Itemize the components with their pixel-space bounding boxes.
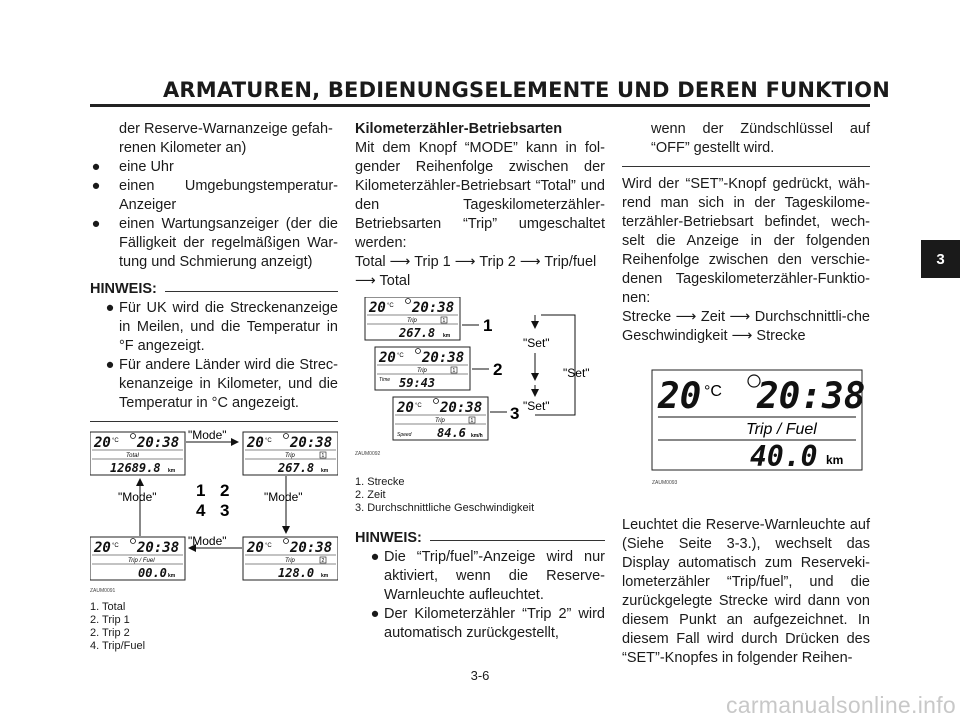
bullet-text: eine Uhr xyxy=(119,159,174,175)
lcd-unit: °C xyxy=(265,438,272,444)
hinweis-text: Die “Trip/fuel”-Anzeige wird nur aktiviert, wenn die Reserve-Warnleuchte aufleuchtet. xyxy=(384,549,605,603)
lcd-value: 84.6 xyxy=(437,426,466,440)
page-number: 3-6 xyxy=(470,668,490,683)
lcd-trip-no: 1 xyxy=(321,453,325,459)
lcd-unit: °C xyxy=(112,438,119,444)
lcd-value: 59:43 xyxy=(399,376,436,390)
callout-number: 2 xyxy=(493,360,503,379)
set-label: "Set" xyxy=(523,336,550,350)
lcd-unit: °C xyxy=(265,543,272,549)
lcd-time: 20:38 xyxy=(757,376,866,417)
lcd-dist: km xyxy=(443,333,451,339)
middle-column xyxy=(355,120,605,643)
lcd-trip-no: 1 xyxy=(442,318,446,324)
lcd-trip-no: 1 xyxy=(452,368,456,374)
lcd-dist: km xyxy=(168,573,176,579)
bullet-item xyxy=(90,215,338,272)
callout-number: 1 xyxy=(196,481,206,500)
lcd-label: Time xyxy=(379,377,391,383)
hinweis-label: HINWEIS: xyxy=(90,281,157,297)
hinweis-rule xyxy=(430,540,605,541)
lcd-trip-no: 1 xyxy=(470,418,474,424)
lcd-time: 20:38 xyxy=(137,435,180,451)
bullet-dot-icon: ● xyxy=(91,178,101,194)
legend-item: 4. Trip/Fuel xyxy=(90,640,146,652)
bullet-item xyxy=(90,158,338,177)
lcd-mode: Trip / Fuel xyxy=(746,421,817,438)
set-label: "Set" xyxy=(563,366,590,380)
bullet-dot-icon: ● xyxy=(370,606,380,622)
lcd-mode: Trip xyxy=(417,368,427,374)
set-label: "Set" xyxy=(523,399,550,413)
trip-fuel-figure xyxy=(622,360,870,500)
sequence-line: ⟶ Total xyxy=(355,273,411,289)
lcd-mode: Trip xyxy=(407,318,417,324)
lcd-time: 20:38 xyxy=(290,540,333,556)
lcd-display-zeit xyxy=(375,347,470,390)
lcd-mode: Trip / Fuel xyxy=(128,558,155,564)
lcd-value: 40.0 xyxy=(750,440,818,473)
lcd-temp: 20 xyxy=(369,300,386,316)
lcd-trip-no: 2 xyxy=(321,558,325,564)
figure-code: ZAUM0092 xyxy=(355,451,381,457)
figure-code: ZAUM0093 xyxy=(652,480,678,486)
continued-text-line-1: der Reserve-Warnanzeige gefah- xyxy=(119,121,333,137)
mode-label: "Mode" xyxy=(188,430,227,442)
legend-item: 2. Trip 1 xyxy=(90,614,130,626)
lcd-mode: Total xyxy=(126,453,139,459)
hinweis-text: Für andere Länder wird die Strec-kenanzeige in Kilometer, und die Temperatur in °C angezeigt. xyxy=(119,357,338,411)
hinweis-item xyxy=(90,299,338,356)
callout-number: 3 xyxy=(220,501,230,520)
lcd-display-strecke xyxy=(365,297,460,340)
legend-item: 3. Durchschnittliche Geschwindigkeit xyxy=(355,502,535,514)
continued-text: wenn der Zündschlüssel auf “OFF” gestellt wird. xyxy=(651,121,870,156)
legend-item: 1. Total xyxy=(90,601,126,613)
paragraph: Mit dem Knopf “MODE” kann in fol-gender Reihenfolge zwischen der Kilometerzähler-Betriebsart “Total” und den Tageskilometerzähler-Betriebsarten “Trip” umgeschaltet werden: xyxy=(355,140,605,251)
lcd-temp: 20 xyxy=(379,350,396,366)
lcd-display-trip2 xyxy=(243,537,338,580)
paragraph: Leuchtet die Reserve-Warnleuchte auf (Siehe Seite 3-3.), wechselt das Display automatisch zum Reserveki-lometerzähler “Trip/fuel”, und die zurückgelegte Strecke wird dann von diesem Punkt an aufgezeichnet. In diesem Fall wird durch Drücken des “SET”-Knopfes in folgender Reihen- xyxy=(622,517,870,666)
callout-number: 2 xyxy=(220,481,230,500)
callout-number: 3 xyxy=(510,404,520,423)
lcd-dist: km xyxy=(826,453,844,467)
lcd-temp: 20 xyxy=(94,540,111,556)
hinweis-label: HINWEIS: xyxy=(355,530,422,546)
lcd-time: 20:38 xyxy=(412,300,455,316)
hinweis-rule xyxy=(165,291,338,292)
lcd-unit: °C xyxy=(704,383,722,400)
lcd-time: 20:38 xyxy=(137,540,180,556)
continued-text-line-2: renen Kilometer an) xyxy=(119,140,247,156)
lcd-display-trip-fuel xyxy=(90,537,185,580)
lcd-value: 267.8 xyxy=(399,326,436,340)
lcd-mode: Trip xyxy=(435,418,445,424)
hinweis-item xyxy=(90,356,338,413)
bullet-dot-icon: ● xyxy=(91,216,101,232)
lcd-unit: °C xyxy=(112,543,119,549)
mode-label: "Mode" xyxy=(264,490,303,504)
lcd-temp: 20 xyxy=(247,435,264,451)
lcd-label: Speed xyxy=(397,432,412,438)
sequence-text: Strecke ⟶ Zeit ⟶ Durchschnittli-che Geschwindigkeit ⟶ Strecke xyxy=(622,309,870,344)
callout-number: 4 xyxy=(196,501,206,520)
figure-legend xyxy=(90,601,338,653)
bullet-text: einen Wartungsanzeiger (der die Fälligkeit der regelmäßigen War-tung und Schmierung anzeigt) xyxy=(119,216,338,270)
section-title: Kilometerzähler-Betriebsarten xyxy=(355,121,563,137)
lcd-dist: km/h xyxy=(471,433,483,439)
lcd-dist: km xyxy=(168,468,176,474)
lcd-mode: Trip xyxy=(285,453,295,459)
mode-cycle-figure xyxy=(90,430,338,595)
hinweis-heading xyxy=(355,529,605,548)
hinweis-heading xyxy=(90,280,338,299)
lcd-value: 267.8 xyxy=(278,461,315,475)
lcd-temp: 20 xyxy=(247,540,264,556)
paragraph: Wird der “SET”-Knopf gedrückt, wäh-rend man sich in der Tageskilome-terzähler-Betriebsart befindet, wech-selt die Anzeige in der folgenden Reihenfolge zwischen den verschie-denen Tageskilometerzähler-Funktio-nen: xyxy=(622,176,870,306)
lcd-value: 12689.8 xyxy=(110,461,161,475)
lcd-time: 20:38 xyxy=(440,400,483,416)
bullet-item xyxy=(90,177,338,215)
callout-number: 1 xyxy=(483,316,493,335)
mode-label: "Mode" xyxy=(118,490,157,504)
lcd-value: 128.0 xyxy=(278,566,315,580)
bullet-text: einen Umgebungstemperatur-Anzeiger xyxy=(119,178,338,213)
lcd-time: 20:38 xyxy=(422,350,465,366)
bullet-dot-icon: ● xyxy=(370,549,380,565)
page-header-title: ARMATUREN, BEDIENUNGSELEMENTE UND DEREN FUNKTION xyxy=(162,78,890,102)
hinweis-text: Der Kilometerzähler “Trip 2” wird automatisch zurückgestellt, xyxy=(384,606,605,641)
bullet-dot-icon: ● xyxy=(105,357,115,373)
bullet-dot-icon: ● xyxy=(105,300,115,316)
lcd-dist: km xyxy=(321,573,329,579)
lcd-temp: 20 xyxy=(94,435,111,451)
right-column xyxy=(622,120,870,668)
legend-item: 1. Strecke xyxy=(355,476,405,488)
bullet-dot-icon: ● xyxy=(91,159,101,175)
lcd-unit: °C xyxy=(397,353,404,359)
hinweis-text: Für UK wird die Streckenanzeige in Meilen, und die Temperatur in °F angezeigt. xyxy=(119,300,338,354)
lcd-dist: km xyxy=(321,468,329,474)
hinweis-item xyxy=(355,605,605,643)
lcd-display-speed xyxy=(393,397,488,440)
lcd-display-total xyxy=(90,432,185,475)
lcd-unit: °C xyxy=(415,403,422,409)
section-rule xyxy=(622,166,870,167)
watermark: carmanualsonline.info xyxy=(725,692,956,718)
header-rule xyxy=(90,104,870,107)
figure-code: ZAUM0091 xyxy=(90,588,116,594)
lcd-display-trip1 xyxy=(243,432,338,475)
hinweis-item xyxy=(355,548,605,605)
legend-item: 2. Zeit xyxy=(355,489,386,501)
lcd-temp: 20 xyxy=(658,376,702,417)
mode-label: "Mode" xyxy=(188,534,227,548)
legend-item: 2. Trip 2 xyxy=(90,627,130,639)
lcd-value: 00.0 xyxy=(138,566,167,580)
lcd-time: 20:38 xyxy=(290,435,333,451)
lcd-mode: Trip xyxy=(285,558,295,564)
lcd-temp: 20 xyxy=(397,400,414,416)
sequence-line: Total ⟶ Trip 1 ⟶ Trip 2 ⟶ Trip/fuel xyxy=(355,254,597,270)
left-column xyxy=(90,120,338,653)
chapter-tab: 3 xyxy=(921,240,960,278)
lcd-display-trip-fuel-large xyxy=(652,370,865,473)
figure-legend xyxy=(355,476,605,515)
section-rule xyxy=(90,421,338,422)
set-cycle-figure xyxy=(355,297,605,449)
lcd-unit: °C xyxy=(387,303,394,309)
